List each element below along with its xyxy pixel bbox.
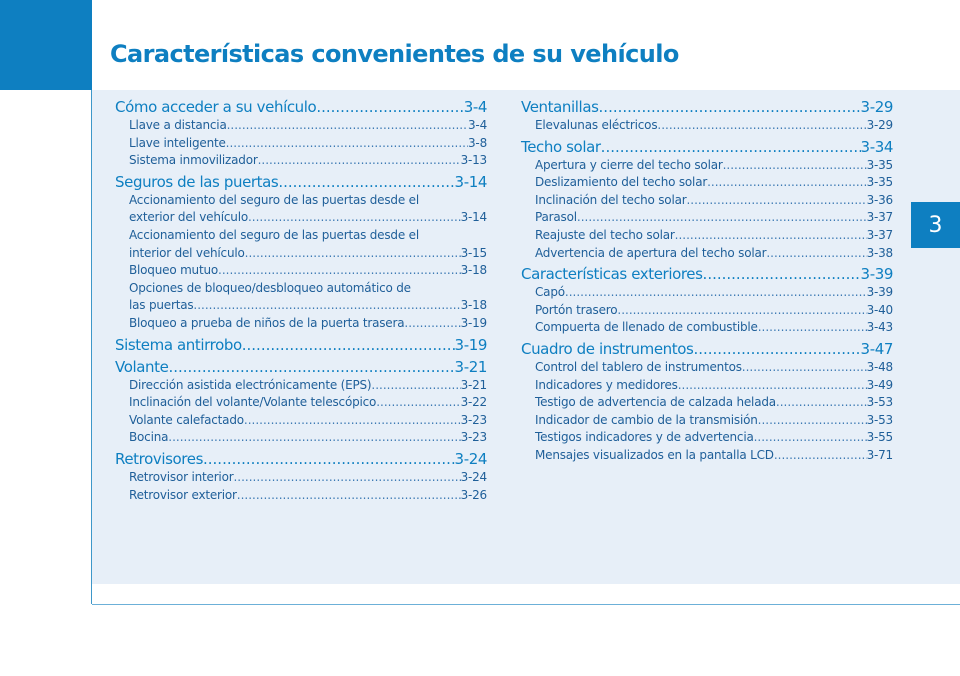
leader-dots — [675, 227, 867, 245]
leader-dots — [766, 245, 866, 263]
toc-entry[interactable] — [115, 245, 487, 263]
toc-entry[interactable] — [115, 262, 487, 280]
toc-section-text: Cómo acceder a su vehículo — [115, 98, 317, 116]
bottom-rule — [92, 604, 960, 605]
page-number: 3-34 — [860, 137, 893, 156]
toc-section-text: Cuadro de instrumentos — [521, 339, 694, 358]
leader-dots — [244, 412, 461, 430]
page-number: 3-19 — [454, 335, 487, 354]
page-number: 3-48 — [866, 359, 893, 374]
toc-entry-line: Opciones de bloqueo/desbloqueo automático de — [129, 280, 411, 295]
toc-section-text: Sistema antirrobo — [115, 335, 242, 354]
leader-dots — [617, 302, 866, 320]
toc-section[interactable] — [115, 172, 487, 192]
toc-entry[interactable] — [521, 192, 893, 210]
toc-entry-text: Bloqueo a prueba de niños de la puerta trasera — [129, 315, 405, 330]
toc-entry[interactable] — [115, 297, 487, 315]
toc-section-text: Características exteriores — [521, 265, 703, 284]
leader-dots — [233, 469, 460, 487]
toc-entry[interactable] — [521, 209, 893, 227]
toc-entry[interactable] — [521, 447, 893, 465]
leader-dots — [686, 192, 866, 210]
toc-column-right — [521, 97, 893, 465]
leader-dots — [703, 264, 861, 284]
toc-entry[interactable] — [115, 412, 487, 430]
page-number: 3-21 — [460, 377, 487, 392]
toc-entry-text: Volante calefactado — [129, 412, 244, 427]
leader-dots — [678, 377, 867, 395]
leader-dots — [371, 377, 460, 395]
toc-entry-text: Retrovisor exterior — [129, 487, 237, 502]
leader-dots — [168, 429, 460, 447]
toc-entry-text: Mensajes visualizados en la pantalla LCD — [535, 447, 774, 462]
page-number: 3-24 — [454, 449, 487, 468]
page-number: 3-18 — [460, 298, 487, 313]
leader-dots — [742, 359, 867, 377]
toc-entry-text: Capó — [535, 285, 565, 300]
toc-entry-text: interior del vehículo — [129, 245, 245, 260]
page-number: 3-23 — [460, 412, 487, 427]
toc-entry[interactable] — [521, 377, 893, 395]
toc-section-text: Seguros de las puertas — [115, 172, 279, 191]
leader-dots — [577, 209, 867, 227]
toc-entry[interactable] — [115, 315, 487, 333]
page-number: 3-49 — [866, 377, 893, 392]
toc-entry[interactable] — [115, 135, 487, 153]
page-number: 3-71 — [866, 447, 893, 462]
toc-entry[interactable] — [115, 394, 487, 412]
chapter-tab[interactable]: 3 — [911, 202, 960, 248]
toc-entry[interactable] — [115, 117, 487, 135]
page-number: 3-53 — [866, 395, 893, 410]
toc-entry[interactable] — [521, 284, 893, 302]
leader-dots — [693, 339, 860, 359]
toc-entry[interactable] — [521, 157, 893, 175]
leader-dots — [723, 157, 867, 175]
page-number: 3-19 — [460, 315, 487, 330]
toc-entry[interactable] — [521, 412, 893, 430]
toc-section-text: Ventanillas — [521, 98, 599, 116]
toc-entry-text: Sistema inmovilizador — [129, 153, 258, 168]
toc-entry-text: exterior del vehículo — [129, 210, 248, 225]
toc-entry-text: Control del tablero de instrumentos — [535, 359, 742, 374]
page-number: 3-24 — [460, 469, 487, 484]
toc-entry-text: Inclinación del volante/Volante telescópico — [129, 395, 377, 410]
leader-dots — [601, 137, 861, 157]
toc-entry[interactable] — [115, 429, 487, 447]
page-title: Características convenientes de su vehículo — [110, 40, 679, 68]
toc-entry-text: Bloqueo mutuo — [129, 263, 219, 278]
page-number: 3-29 — [860, 98, 893, 116]
page-number: 3-18 — [460, 263, 487, 278]
toc-entry-text: Bocina — [129, 430, 169, 445]
toc-entry[interactable] — [521, 227, 893, 245]
toc-entry-text: Portón trasero — [535, 302, 618, 317]
toc-entry[interactable] — [115, 469, 487, 487]
toc-entry-text: las puertas — [129, 298, 194, 313]
page-number: 3-26 — [460, 487, 487, 502]
page-number: 3-14 — [460, 210, 487, 225]
leader-dots — [707, 174, 866, 192]
toc-entry-text: Testigo de advertencia de calzada helada — [535, 395, 776, 410]
toc-section[interactable] — [115, 335, 487, 355]
leader-dots — [776, 394, 867, 412]
page-number: 3-55 — [866, 430, 893, 445]
toc-entry[interactable] — [115, 209, 487, 227]
leader-dots — [754, 429, 867, 447]
toc-entry-text: Elevalunas eléctricos — [535, 118, 658, 132]
toc-entry-text: Llave a distancia — [129, 118, 227, 132]
page-number: 3-39 — [860, 265, 893, 284]
page-number: 3-35 — [866, 157, 893, 172]
leader-dots — [599, 97, 861, 117]
page-number: 3-21 — [454, 357, 487, 376]
toc-entry-line: Accionamiento del seguro de las puertas desde el — [129, 192, 419, 207]
page-number: 3-36 — [866, 192, 893, 207]
toc-entry-text: Indicadores y medidores — [535, 377, 678, 392]
page-number: 3-22 — [460, 395, 487, 410]
page-number: 3-29 — [866, 118, 893, 132]
leader-dots — [203, 449, 455, 469]
leader-dots — [404, 315, 460, 333]
toc-section[interactable] — [521, 137, 893, 157]
page-number: 3-37 — [866, 227, 893, 242]
toc-entry[interactable] — [521, 429, 893, 447]
page-number: 3-13 — [460, 153, 487, 168]
toc-entry[interactable] — [521, 174, 893, 192]
toc-entry[interactable] — [521, 117, 893, 135]
toc-section[interactable] — [115, 357, 487, 377]
leader-dots — [226, 135, 468, 153]
toc-entry-text: Retrovisor interior — [129, 469, 234, 484]
toc-section[interactable] — [115, 97, 487, 117]
toc-section-text: Volante — [115, 357, 169, 376]
toc-entry-text: Llave inteligente — [129, 135, 226, 150]
page-number: 3-8 — [468, 135, 487, 150]
toc-entry-text: Deslizamiento del techo solar — [535, 175, 708, 190]
toc-column-left — [115, 97, 487, 504]
leader-dots — [278, 172, 454, 192]
toc-section[interactable] — [521, 339, 893, 359]
toc-entry-text: Dirección asistida electrónicamente (EPS) — [129, 377, 372, 392]
leader-dots — [565, 284, 867, 302]
leader-dots — [376, 394, 460, 412]
toc-entry-text: Indicador de cambio de la transmisión — [535, 412, 758, 427]
leader-dots — [218, 262, 461, 280]
toc-section[interactable] — [115, 449, 487, 469]
toc-entry[interactable] — [115, 152, 487, 170]
page-number: 3-47 — [860, 339, 893, 358]
toc-entry[interactable] — [521, 319, 893, 337]
page-number: 3-40 — [866, 302, 893, 317]
leader-dots — [245, 245, 461, 263]
leader-dots — [242, 335, 455, 355]
leader-dots — [758, 319, 867, 337]
leader-dots — [193, 297, 460, 315]
toc-entry-text: Apertura y cierre del techo solar — [535, 157, 723, 172]
toc-entry[interactable] — [115, 487, 487, 505]
toc-entry[interactable] — [521, 359, 893, 377]
page-number: 3-4 — [463, 98, 487, 116]
leader-dots — [258, 152, 461, 170]
leader-dots — [316, 97, 463, 117]
leader-dots — [248, 209, 461, 227]
toc-entry-line: Accionamiento del seguro de las puertas desde el — [129, 227, 419, 242]
leader-dots — [657, 117, 866, 135]
toc-entry[interactable] — [115, 377, 487, 395]
toc-entry-text: Reajuste del techo solar — [535, 227, 675, 242]
leader-dots — [237, 487, 461, 505]
page-number: 3-39 — [866, 285, 893, 300]
toc-entry-text: Inclinación del techo solar — [535, 192, 687, 207]
toc-section[interactable] — [521, 97, 893, 117]
leader-dots — [774, 447, 867, 465]
page-number: 3-53 — [866, 412, 893, 427]
toc-entry-text: Testigos indicadores y de advertencia — [535, 430, 754, 445]
page-number: 3-23 — [460, 430, 487, 445]
corner-color-block — [0, 0, 92, 90]
page-number: 3-43 — [866, 320, 893, 335]
page-number: 3-35 — [866, 175, 893, 190]
leader-dots — [227, 117, 468, 135]
toc-entry[interactable] — [521, 394, 893, 412]
toc-entry[interactable] — [521, 302, 893, 320]
page-number: 3-37 — [866, 210, 893, 225]
toc-entry[interactable] — [521, 245, 893, 263]
page-number: 3-14 — [454, 172, 487, 191]
toc-section-text: Retrovisores — [115, 449, 203, 468]
page-number: 3-4 — [468, 118, 487, 132]
page-number: 3-38 — [866, 245, 893, 260]
toc-section-text: Techo solar — [521, 137, 601, 156]
page-number: 3-15 — [460, 245, 487, 260]
toc-entry-text: Parasol — [535, 210, 577, 225]
toc-entry-text: Advertencia de apertura del techo solar — [535, 245, 767, 260]
toc-section[interactable] — [521, 264, 893, 284]
toc-entry-text: Compuerta de llenado de combustible — [535, 320, 758, 335]
leader-dots — [758, 412, 867, 430]
leader-dots — [168, 357, 454, 377]
